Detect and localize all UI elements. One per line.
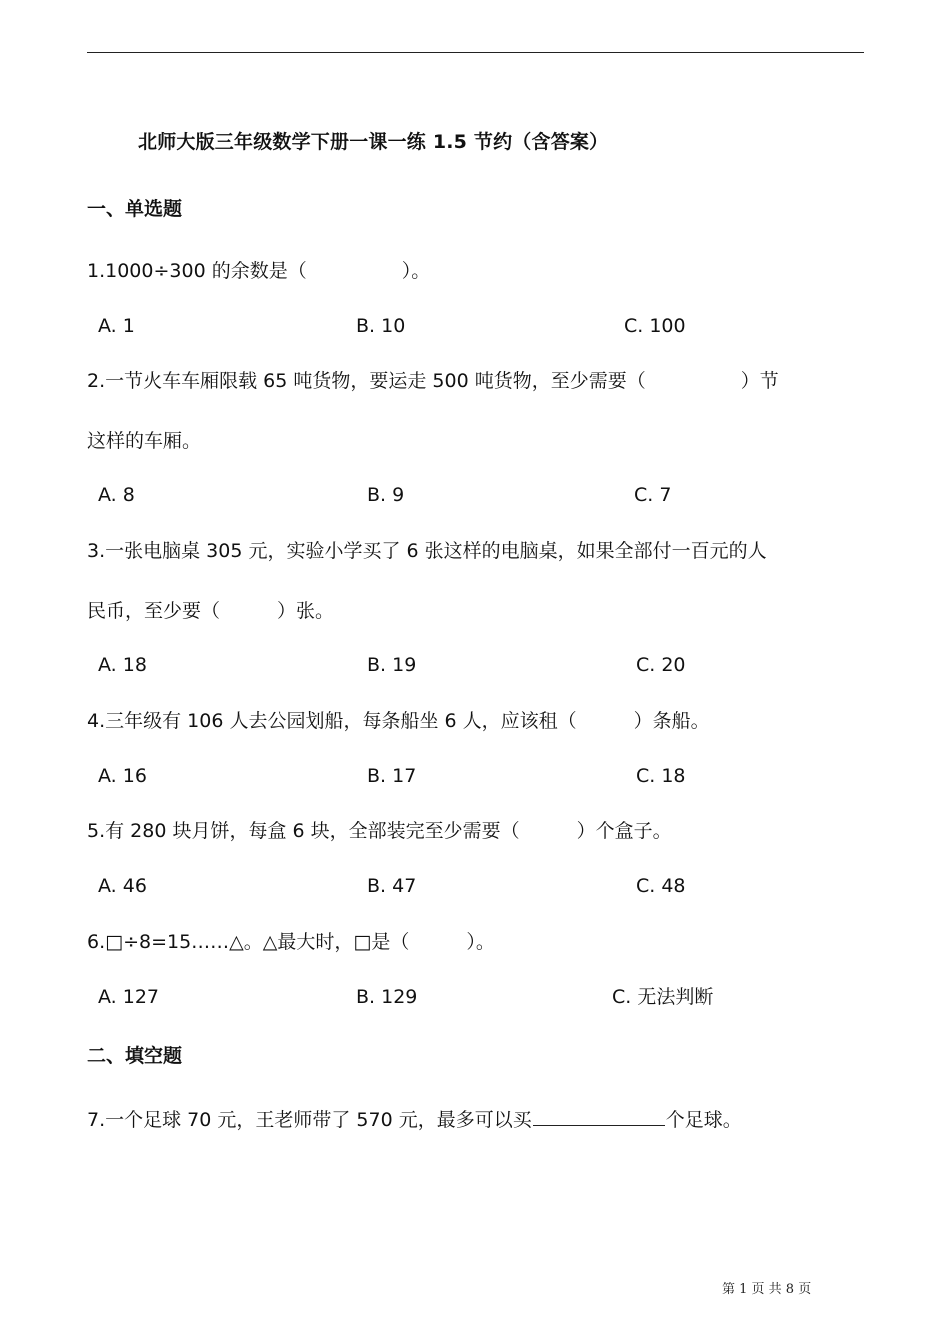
question-4-text: 4.三年级有 106 人去公园划船，每条船坐 6 人，应该租（ ）条船。 — [87, 710, 710, 732]
question-5-option-b: B. 47 — [367, 875, 417, 897]
question-7-text-after: 个足球。 — [665, 1109, 742, 1131]
section-heading-fill-blank: 二、填空题 — [87, 1045, 183, 1067]
question-2-text-line2: 这样的车厢。 — [87, 430, 202, 452]
page-footer: 第 1 页 共 8 页 — [722, 1282, 812, 1297]
answer-blank — [533, 1105, 665, 1126]
question-7-text-before: 7.一个足球 70 元，王老师带了 570 元，最多可以买 — [87, 1109, 532, 1131]
question-2-option-a: A. 8 — [98, 484, 135, 506]
question-4-option-b: B. 17 — [367, 765, 417, 787]
question-6-text: 6.□÷8=15……△。△最大时，□是（ ）。 — [87, 931, 495, 953]
question-1-option-a: A. 1 — [98, 315, 135, 337]
question-6-option-c: C. 无法判断 — [612, 986, 714, 1008]
question-5-option-a: A. 46 — [98, 875, 147, 897]
question-7-text — [87, 1105, 742, 1133]
question-1-text: 1.1000÷300 的余数是（ ）。 — [87, 260, 431, 282]
question-5-text: 5.有 280 块月饼，每盒 6 块，全部装完至少需要（ ）个盒子。 — [87, 820, 672, 842]
question-1-option-b: B. 10 — [356, 315, 406, 337]
question-1-option-c: C. 100 — [624, 315, 686, 337]
question-2-text-line1: 2.一节火车车厢限载 65 吨货物，要运走 500 吨货物，至少需要（ ）节 — [87, 370, 779, 392]
section-heading-single-choice: 一、单选题 — [87, 198, 183, 220]
question-2-option-c: C. 7 — [634, 484, 672, 506]
question-6-option-a: A. 127 — [98, 986, 160, 1008]
document-title: 北师大版三年级数学下册一课一练 1.5 节约（含答案） — [138, 131, 609, 153]
question-5-option-c: C. 48 — [636, 875, 686, 897]
question-3-option-b: B. 19 — [367, 654, 417, 676]
question-3-option-c: C. 20 — [636, 654, 686, 676]
header-rule — [87, 52, 864, 53]
question-2-option-b: B. 9 — [367, 484, 405, 506]
question-3-option-a: A. 18 — [98, 654, 147, 676]
question-4-option-c: C. 18 — [636, 765, 686, 787]
question-4-option-a: A. 16 — [98, 765, 147, 787]
question-3-text-line2: 民币，至少要（ ）张。 — [87, 600, 335, 622]
question-6-option-b: B. 129 — [356, 986, 418, 1008]
question-3-text-line1: 3.一张电脑桌 305 元，实验小学买了 6 张这样的电脑桌，如果全部付一百元的人 — [87, 540, 767, 562]
